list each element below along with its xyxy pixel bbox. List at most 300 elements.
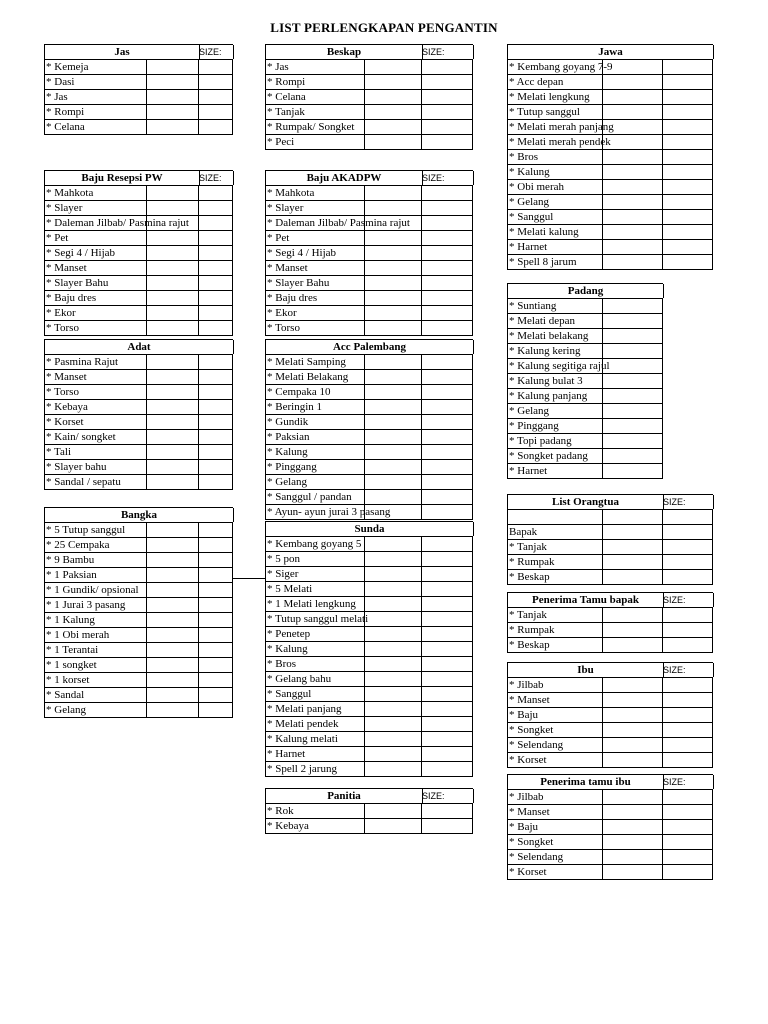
item-blank-cell [421,819,473,833]
table-header-row [265,521,473,537]
table-row [265,804,473,819]
table-row [265,475,473,490]
table-row [507,820,713,835]
item-blank-cell [144,321,199,335]
item-blank-cell [198,201,233,215]
item-blank-cell [362,642,422,656]
table-acc-palembang [265,339,473,518]
item-label: * Sanggul [507,210,603,224]
item-blank-cell [600,865,663,879]
item-blank-cell [421,612,473,626]
table-row [507,608,713,623]
item-blank-cell [662,738,713,752]
item-blank-cell [198,658,233,672]
table-row [507,449,663,464]
table-row [507,120,713,135]
item-blank-cell [144,415,199,429]
item-label: * Pinggang [265,460,365,474]
item-blank-cell [362,582,422,596]
table-sunda [265,521,473,775]
item-label: * Selendang [507,738,603,752]
table-row [44,583,233,598]
item-blank-cell [421,321,473,335]
table-header-row [265,44,473,60]
item-label: * Korset [507,753,603,767]
item-blank-cell [421,75,473,89]
item-label: * Baju dres [265,291,365,305]
item-blank-cell [362,75,422,89]
item-label: * Gelang [44,703,147,717]
table-row [265,246,473,261]
item-label: * Jilbab [507,790,603,804]
item-label: * Baju [507,820,603,834]
item-blank-cell [362,201,422,215]
item-label: * Kembang goyang 5 [265,537,365,551]
table-jawa [507,44,713,268]
item-blank-cell [362,717,422,731]
table-beskap [265,44,473,148]
item-blank-cell [362,370,422,384]
size-label: SIZE: [662,593,714,607]
item-label: * Slayer Bahu [44,276,147,290]
item-blank-cell [600,135,663,149]
item-blank-cell [662,805,713,819]
table-title: Penerima tamu ibu [507,775,664,789]
item-label: * Ayun- ayun jurai 3 pasang [267,506,391,518]
size-label: SIZE: [198,171,234,185]
table-row [44,643,233,658]
item-blank-cell [662,90,713,104]
item-label: * Torso [265,321,365,335]
table-row [265,490,473,505]
item-blank-cell [144,186,199,200]
item-label: * Beskap [507,638,603,652]
item-label: * Slayer [44,201,147,215]
table-row [265,201,473,216]
table-row [265,186,473,201]
size-label: SIZE: [662,775,714,789]
item-label: * Manset [44,261,147,275]
item-label: * Rompi [44,105,147,119]
table-row [44,261,233,276]
table-row [265,261,473,276]
item-blank-cell [362,702,422,716]
item-blank-cell [600,608,663,622]
item-blank-cell [421,120,473,134]
item-blank-cell [362,261,422,275]
item-blank-cell [198,105,233,119]
item-blank-cell [600,90,663,104]
table-row [265,567,473,582]
item-label: * Songket padang [507,449,603,463]
item-blank-cell [662,753,713,767]
item-blank-cell [362,246,422,260]
item-blank-cell [600,210,663,224]
table-penerima-tamu-bapak [507,592,713,649]
table-row [507,525,713,540]
item-label: * Harnet [265,747,365,761]
item-label: * Penetep [265,627,365,641]
item-label: * Spell 8 jarum [507,255,603,269]
item-blank-cell [362,321,422,335]
item-blank-cell [421,717,473,731]
table-row [507,419,663,434]
item-blank-cell [198,75,233,89]
item-blank-cell [198,643,233,657]
item-blank-cell [421,597,473,611]
item-label: * 1 Gundik/ opsional [44,583,147,597]
item-blank-cell [144,276,199,290]
table-row [507,708,713,723]
item-label: * Melati Samping [265,355,365,369]
item-blank-cell [144,120,199,134]
table-row [44,415,233,430]
item-label: * Paksian [265,430,365,444]
table-title: Baju AKADPW [265,171,423,185]
item-blank-cell [600,678,663,692]
item-blank-cell [362,355,422,369]
table-row [265,400,473,415]
item-label: * 25 Cempaka [44,538,147,552]
item-blank-cell [198,321,233,335]
table-row [507,75,713,90]
item-blank-cell [421,216,473,230]
item-blank-cell [600,555,663,569]
item-blank-cell [662,555,713,569]
item-label: Bapak [507,525,603,539]
item-blank-cell [421,430,473,444]
item-blank-cell [144,231,199,245]
item-label: * Melati pendek [265,717,365,731]
table-row [44,673,233,688]
item-label: * Slayer [265,201,365,215]
item-label: * Gelang [507,404,603,418]
table-row [507,555,713,570]
item-blank-cell [421,582,473,596]
item-blank-cell [362,120,422,134]
item-blank-cell [600,790,663,804]
size-label: SIZE: [421,45,474,59]
item-label: * Korset [507,865,603,879]
item-blank-cell [144,460,199,474]
item-blank-cell [144,673,199,687]
item-blank-cell [362,819,422,833]
table-row [265,75,473,90]
item-label: * Melati lengkung [507,90,603,104]
item-blank-cell [198,523,233,537]
item-blank-cell [362,291,422,305]
table-row [265,597,473,612]
table-row [44,246,233,261]
table-row [265,430,473,445]
table-row [507,240,713,255]
item-blank-cell [662,525,713,539]
table-row [44,475,233,490]
item-blank-cell [144,568,199,582]
item-blank-cell [198,400,233,414]
item-label: * Ekor [265,306,365,320]
table-bangka [44,507,233,716]
item-blank-cell [198,370,233,384]
item-label: * Kalung panjang [507,389,603,403]
item-label: * Tanjak [265,105,365,119]
item-label: * Harnet [507,240,603,254]
item-blank-cell [662,608,713,622]
item-blank-cell [198,583,233,597]
item-blank-cell [421,552,473,566]
item-blank-cell [421,355,473,369]
item-blank-cell [198,475,233,489]
item-blank-cell [662,708,713,722]
table-row [44,658,233,673]
item-blank-cell [144,688,199,702]
item-label: * Kalung melati [265,732,365,746]
item-blank-cell [144,246,199,260]
item-blank-cell [144,291,199,305]
item-blank-cell [600,835,663,849]
item-blank-cell [144,475,199,489]
table-penerima-tamu-ibu [507,774,713,878]
table-row [507,90,713,105]
item-blank-cell [198,291,233,305]
item-label: * Pinggang [507,419,603,433]
item-blank-cell [662,623,713,637]
table-row [265,702,473,717]
table-header-row [507,44,713,60]
item-label: * 1 Paksian [44,568,147,582]
item-blank-cell [600,708,663,722]
table-row [507,540,713,555]
size-label: SIZE: [198,45,234,59]
item-blank-cell [600,434,663,448]
table-row [265,672,473,687]
item-label: * Manset [44,370,147,384]
table-row [507,850,713,865]
table-row [44,460,233,475]
item-blank-cell [600,753,663,767]
item-blank-cell [362,567,422,581]
table-row [507,623,713,638]
item-label: * Kalung [265,445,365,459]
item-blank-cell [421,642,473,656]
table-row [44,120,233,135]
table-row [507,374,663,389]
item-blank-cell [362,400,422,414]
item-blank-cell [421,201,473,215]
item-label: * 9 Bambu [44,553,147,567]
item-blank-cell [600,150,663,164]
item-blank-cell [144,643,199,657]
item-label: * 1 Terantai [44,643,147,657]
item-label: * Ekor [44,306,147,320]
item-blank-cell [600,225,663,239]
item-blank-cell [662,835,713,849]
item-blank-cell [144,60,199,74]
item-label: * Pasmina Rajut [44,355,147,369]
item-label: * Melati panjang [265,702,365,716]
item-blank-cell [421,687,473,701]
item-label: * Dasi [44,75,147,89]
item-blank-cell [421,400,473,414]
item-blank-cell [421,732,473,746]
table-row [507,723,713,738]
item-label: * Kain/ songket [44,430,147,444]
item-blank-cell [600,693,663,707]
item-blank-cell [662,165,713,179]
item-blank-cell [421,105,473,119]
item-blank-cell [198,186,233,200]
item-blank-cell [600,165,663,179]
table-row [507,404,663,419]
table-row [44,186,233,201]
item-label: * Sanggul [265,687,365,701]
item-blank-cell [662,638,713,652]
item-blank-cell [362,597,422,611]
item-label: * 1 Melati lengkung [265,597,365,611]
item-label: * Korset [44,415,147,429]
item-blank-cell [662,693,713,707]
item-blank-cell [421,490,473,504]
table-title: Beskap [265,45,423,59]
item-label: * Rompi [265,75,365,89]
item-blank-cell [144,400,199,414]
item-label: * Melati Belakang [265,370,365,384]
item-blank-cell [198,355,233,369]
item-blank-cell [362,612,422,626]
item-label: * Bros [507,150,603,164]
item-blank-cell [198,415,233,429]
item-blank-cell [362,552,422,566]
item-label: * Kalung segitiga rajul [509,360,610,372]
item-label: * 5 Tutup sanggul [44,523,147,537]
table-baju-resepsi-pw [44,170,233,334]
item-blank-cell [198,673,233,687]
item-blank-cell [144,385,199,399]
item-label: * Songket [507,723,603,737]
table-row [265,135,473,150]
item-blank-cell [600,510,663,524]
table-row [507,105,713,120]
table-header-row [265,788,473,804]
item-blank-cell [144,201,199,215]
item-blank-cell [600,344,663,358]
item-blank-cell [198,628,233,642]
table-row [265,415,473,430]
table-row [507,464,663,479]
table-row [265,747,473,762]
item-label: * Baju dres [44,291,147,305]
item-blank-cell [600,299,663,313]
item-blank-cell [600,623,663,637]
item-label: * Melati depan [507,314,603,328]
item-blank-cell [600,105,663,119]
item-blank-cell [198,276,233,290]
item-blank-cell [144,355,199,369]
item-label: * Manset [507,693,603,707]
item-label: * Segi 4 / Hijab [265,246,365,260]
table-title: Ibu [507,663,664,677]
item-blank-cell [600,570,663,584]
item-label: * Acc depan [507,75,603,89]
item-label: * Harnet [507,464,603,478]
table-title: Bangka [44,508,234,522]
item-label: * 1 korset [44,673,147,687]
item-blank-cell [198,445,233,459]
item-blank-cell [421,445,473,459]
size-label: SIZE: [662,663,714,677]
item-blank-cell [600,464,663,478]
item-label: * Beskap [507,570,603,584]
item-blank-cell [662,60,713,74]
item-blank-cell [144,658,199,672]
table-row [44,430,233,445]
size-label: SIZE: [421,171,474,185]
item-blank-cell [421,385,473,399]
item-blank-cell [421,291,473,305]
table-row [507,753,713,768]
table-row [265,291,473,306]
item-blank-cell [600,525,663,539]
item-label: * Kalung [265,642,365,656]
item-label: * Torso [44,385,147,399]
table-row [265,105,473,120]
table-row [44,75,233,90]
item-label: * Suntiang [507,299,603,313]
table-row [507,678,713,693]
item-blank-cell [362,60,422,74]
item-label: * Pet [265,231,365,245]
item-blank-cell [362,90,422,104]
item-label: * Cempaka 10 [265,385,365,399]
item-label: * Beringin 1 [265,400,365,414]
table-row [44,538,233,553]
item-label: * Kalung [507,165,603,179]
item-blank-cell [362,445,422,459]
item-blank-cell [421,475,473,489]
table-row [265,445,473,460]
item-blank-cell [662,180,713,194]
item-blank-cell [600,120,663,134]
item-blank-cell [421,231,473,245]
item-label: * Manset [265,261,365,275]
item-blank-cell [600,374,663,388]
item-label: * Pet [44,231,147,245]
table-row [265,216,473,231]
table-row [44,400,233,415]
item-label: * Tanjak [507,608,603,622]
table-row [265,60,473,75]
item-blank-cell [662,135,713,149]
item-blank-cell [362,732,422,746]
item-blank-cell [144,628,199,642]
table-row [44,105,233,120]
item-label: * Sanggul / pandan [265,490,365,504]
table-header-row [507,774,713,790]
table-row [44,276,233,291]
size-label: SIZE: [662,495,714,509]
item-blank-cell [662,865,713,879]
item-label: * Peci [265,135,365,149]
item-blank-cell [144,523,199,537]
item-blank-cell [144,613,199,627]
table-row [507,225,713,240]
item-label: * Daleman Jilbab/ Pasmina rajut [46,217,189,229]
item-blank-cell [362,460,422,474]
item-label: * Kalung kering [507,344,603,358]
item-blank-cell [600,180,663,194]
item-label: * Celana [265,90,365,104]
item-label: * Jas [44,90,147,104]
